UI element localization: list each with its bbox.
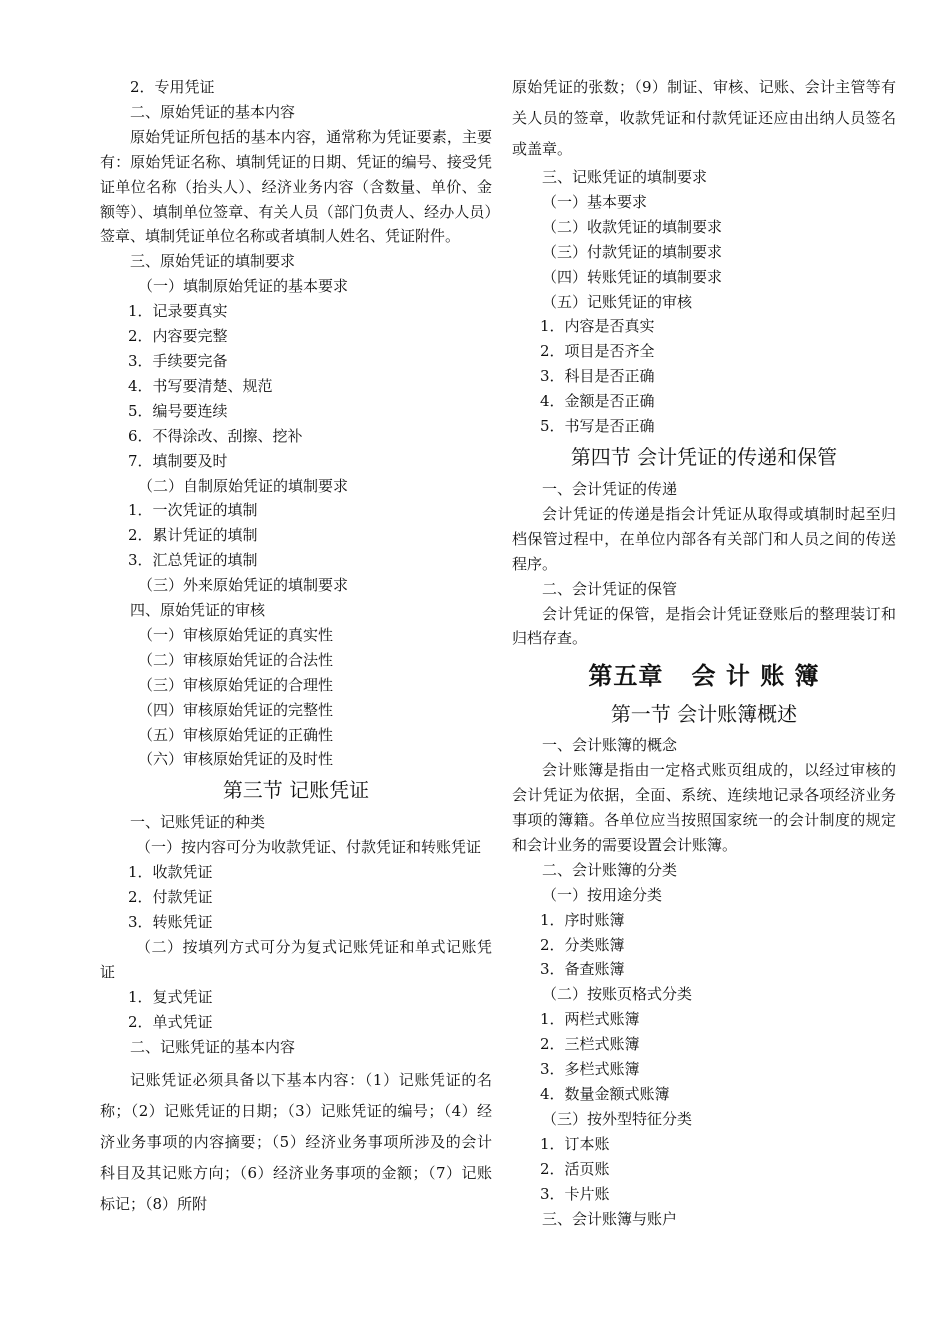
list-item: 3．卡片账 (540, 1184, 610, 1203)
subsection-heading: （三）外来原始凭证的填制要求 (138, 576, 349, 595)
section-heading: 三、原始凭证的填制要求 (130, 252, 296, 271)
list-item: 3．备查账簿 (540, 960, 625, 979)
section-title: 第四节 会计凭证的传递和保管 (570, 444, 838, 469)
section-heading: 一、会计账簿的概念 (542, 736, 678, 755)
list-item: （四）审核原始凭证的完整性 (138, 700, 334, 719)
list-item: （六）审核原始凭证的及时性 (138, 750, 334, 769)
list-item: 3．汇总凭证的填制 (128, 551, 258, 570)
subsection-heading: （一）基本要求 (542, 192, 648, 211)
section-heading: 二、会计凭证的保管 (542, 579, 678, 598)
list-item: 2．三栏式账簿 (540, 1035, 640, 1054)
subsection-heading: （三）付款凭证的填制要求 (542, 242, 723, 261)
list-item: 5．书写是否正确 (540, 417, 655, 436)
list-item: 2．活页账 (540, 1159, 610, 1178)
subsection-heading: （二）自制原始凭证的填制要求 (138, 476, 349, 495)
subsection-heading: （一）按内容可分为收款凭证、付款凭证和转账凭证 (136, 838, 482, 857)
subsection-heading: （二）按账页格式分类 (542, 985, 693, 1004)
paragraph: 原始凭证的张数；（9）制证、审核、记账、会计主管等有关人员的签章，收款凭证和付款凭证还应由出纳人员签名或盖章。 (512, 78, 896, 158)
list-item: 1．一次凭证的填制 (128, 501, 258, 520)
list-item: （三）审核原始凭证的合理性 (138, 675, 334, 694)
subsection-heading: （一）填制原始凭证的基本要求 (138, 277, 349, 296)
list-item: 2．项目是否齐全 (540, 342, 655, 361)
section-heading: 一、记账凭证的种类 (130, 813, 266, 832)
list-item: （五）审核原始凭证的正确性 (138, 725, 334, 744)
section-heading: 三、记账凭证的填制要求 (542, 168, 708, 186)
section-title: 第三节 记账凭证 (222, 778, 370, 803)
subsection-heading: （一）按用途分类 (542, 885, 663, 904)
paragraph: 原始凭证所包括的基本内容，通常称为凭证要素，主要有：原始凭证名称、填制凭证的日期、凭证的编号、接受凭证单位名称（抬头人）、经济业务内容（含数量、单价、金额等）、填制单位签章、有关人员（部门负责人、经办人员）签章、填制凭证单位名称或者填制人姓名、凭证附件。 (100, 127, 492, 246)
list-item: 2．分类账簿 (540, 935, 625, 954)
list-item: 3．转账凭证 (128, 913, 213, 931)
subsection-heading: （三）按外型特征分类 (542, 1109, 693, 1128)
section-heading: 一、会计凭证的传递 (542, 479, 678, 498)
list-item: 1．收款凭证 (128, 863, 213, 882)
list-item: 3．手续要完备 (128, 351, 228, 370)
list-item: （二）审核原始凭证的合法性 (138, 650, 334, 669)
list-item: 2．单式凭证 (128, 1012, 213, 1031)
list-item: 3．多栏式账簿 (540, 1060, 640, 1079)
list-item: 4．金额是否正确 (540, 392, 655, 411)
list-item: 3．科目是否正确 (540, 367, 655, 386)
section-heading: 三、会计账簿与账户 (542, 1209, 678, 1228)
list-item: 5．编号要连续 (128, 401, 228, 420)
list-item: 4．书写要清楚、规范 (128, 376, 273, 395)
list-item: 4．数量金额式账簿 (540, 1085, 670, 1103)
paragraph: 会计凭证的传递是指会计凭证从取得或填制时起至归档保管过程中，在单位内部各有关部门和人员之间的传送程序。 (512, 504, 896, 573)
list-item: 1．订本账 (540, 1134, 610, 1153)
paragraph: 会计凭证的保管，是指会计凭证登账后的整理装订和归档存查。 (512, 604, 896, 648)
subsection-heading: （二）按填列方式可分为复式记账凭证和单式记账凭证 (100, 937, 492, 981)
subsection-heading: （二）收款凭证的填制要求 (542, 217, 723, 236)
paragraph: 会计账簿是指由一定格式账页组成的，以经过审核的会计凭证为依据，全面、系统、连续地记录各项经济业务事项的簿籍。各单位应当按照国家统一的会计制度的规定和会计业务的需要设置会计账簿。 (512, 761, 896, 854)
section-heading: 二、记账凭证的基本内容 (130, 1037, 296, 1056)
list-item: 1．序时账簿 (540, 910, 625, 929)
section-heading: 二、原始凭证的基本内容 (130, 102, 296, 121)
list-item: 2．专用凭证 (130, 78, 215, 96)
list-item: （一）审核原始凭证的真实性 (138, 625, 334, 644)
right-column (512, 75, 896, 1231)
section-heading: 二、会计账簿的分类 (542, 860, 678, 879)
subsection-heading: （五）记账凭证的审核 (542, 292, 693, 311)
list-item: 1．两栏式账簿 (540, 1010, 640, 1029)
subsection-heading: （四）转账凭证的填制要求 (542, 267, 723, 286)
list-item: 1．复式凭证 (128, 987, 213, 1006)
list-item: 2．累计凭证的填制 (128, 526, 258, 545)
list-item: 6．不得涂改、刮擦、挖补 (128, 426, 303, 445)
list-item: 2．付款凭证 (128, 888, 213, 907)
list-item: 1．记录要真实 (128, 302, 228, 321)
list-item: 1．内容是否真实 (540, 317, 655, 336)
paragraph: 记账凭证必须具备以下基本内容：（1）记账凭证的名称；（2）记账凭证的日期；（3）记账凭证的编号；（4）经济业务事项的内容摘要；（5）经济业务事项所涉及的会计科目及其记账方向；（6）经济业务事项的金额；（7）记账标记；（8）所附 (100, 1071, 492, 1214)
section-title: 第一节 会计账簿概述 (610, 702, 798, 727)
list-item: 2．内容要完整 (128, 327, 228, 346)
section-heading: 四、原始凭证的审核 (130, 601, 266, 620)
list-item: 7．填制要及时 (128, 451, 228, 470)
chapter-title: 第五章 会 计 账 簿 (588, 661, 820, 691)
left-column (100, 75, 492, 1220)
